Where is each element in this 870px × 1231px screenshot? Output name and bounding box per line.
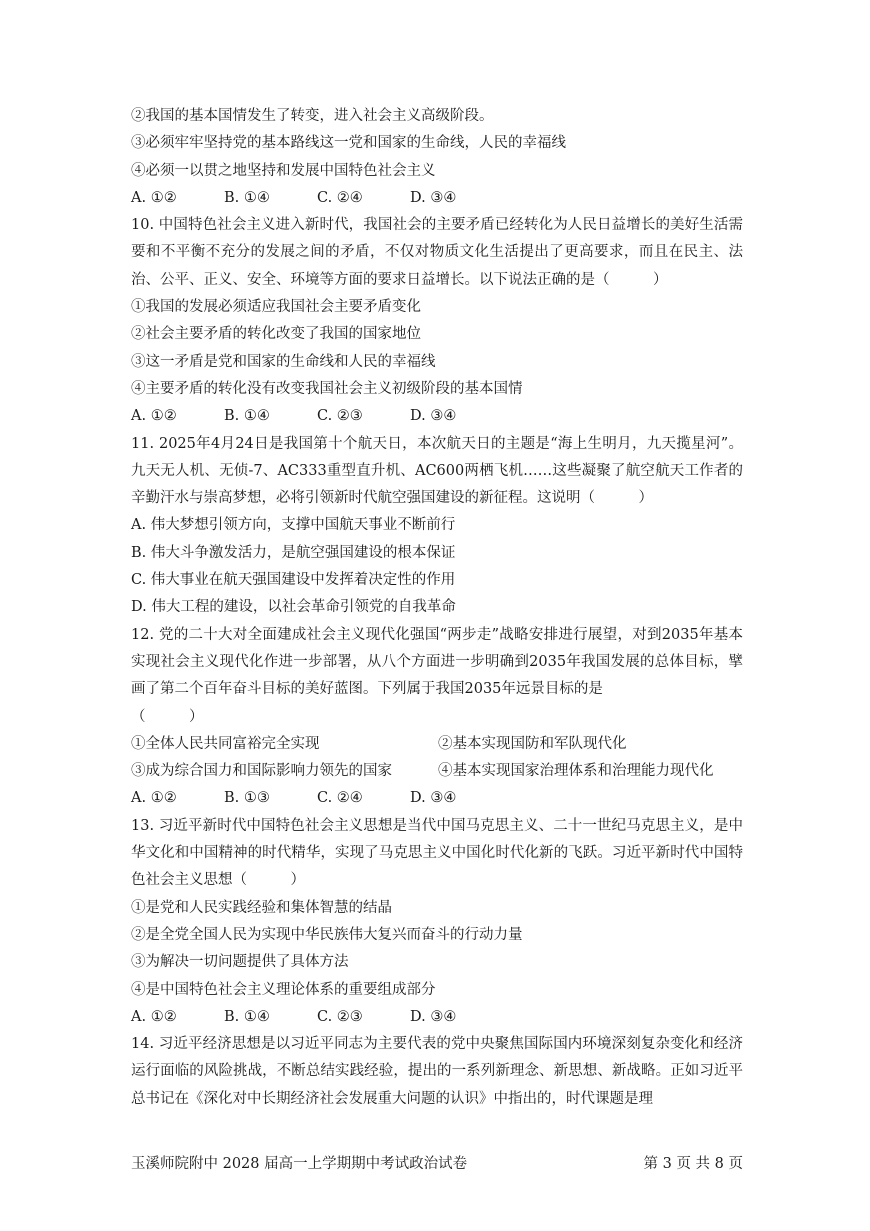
q10-choice-c: C. ②③ [317, 408, 363, 425]
q13-option-1: ①是党和人民实践经验和集体智慧的结晶 [131, 899, 392, 916]
q10-choices [131, 403, 743, 430]
q10-choice-a: A. ①② [131, 408, 177, 425]
q11-choice-b: B. 伟大斗争激发活力，是航空强国建设的根本保证 [131, 544, 456, 561]
q12-answer-paren: （ ） [131, 708, 204, 725]
q12-option-1: ①全体人民共同富裕完全实现 [131, 735, 320, 752]
q9-choice-c: C. ②④ [317, 189, 363, 206]
q13-choice-d: D. ③④ [410, 1008, 457, 1025]
q12-option-4: ④基本实现国家治理体系和治理能力现代化 [438, 763, 714, 780]
q10-option-3: ③这一矛盾是党和国家的生命线和人民的幸福线 [131, 353, 436, 370]
q11-choice-a: A. 伟大梦想引领方向，支撑中国航天事业不断前行 [131, 517, 456, 534]
q13-choice-b: B. ①④ [224, 1008, 270, 1025]
q13-choices [131, 1004, 743, 1031]
q9-choice-d: D. ③④ [410, 189, 457, 206]
q10-option-2: ②社会主要矛盾的转化改变了我国的国家地位 [131, 326, 421, 343]
page-footer [131, 1152, 743, 1173]
q10-choice-b: B. ①④ [224, 408, 270, 425]
q11-stem: 11. 2025年4月24日是我国第十个航天日，本次航天日的主题是“海上生明月，九天揽星河”。九天无人机、无侦-7、AC333重型直升机、AC600两栖飞机……这些凝聚了航空航天工作者的辛勤汗水与崇高梦想，必将引领新时代航空强国建设的新征程。这说明（ ） [131, 435, 743, 507]
q13-option-4: ④是中国特色社会主义理论体系的重要组成部分 [131, 981, 436, 998]
q12-stem: 12. 党的二十大对全面建成社会主义现代化强国“两步走”战略安排进行展望，对到2035年基本实现社会主义现代化作进一步部署，从八个方面进一步明确到2035年我国发展的总体目标，擘画了第二个百年奋斗目标的美好蓝图。下列属于我国2035年远景目标的是 [131, 626, 743, 698]
q10-stem: 10. 中国特色社会主义进入新时代，我国社会的主要矛盾已经转化为人民日益增长的美好生活需要和不平衡不充分的发展之间的矛盾，不仅对物质文化生活提出了更高要求，而且在民主、法治、公平、正义、安全、环境等方面的要求日益增长。以下说法正确的是（ ） [131, 217, 743, 288]
q10-option-4: ④主要矛盾的转化没有改变我国社会主义初级阶段的基本国情 [131, 380, 523, 397]
q11-choice-c: C. 伟大事业在航天强国建设中发挥着决定性的作用 [131, 572, 456, 589]
q9-choice-a: A. ①② [131, 189, 177, 206]
footer-page-number: 第 3 页 共 8 页 [643, 1156, 743, 1172]
q9-choice-b: B. ①④ [224, 189, 270, 206]
q13-option-2: ②是全党全国人民为实现中华民族伟大复兴而奋斗的行动力量 [131, 926, 523, 943]
q12-choices [131, 785, 743, 812]
q12-choice-d: D. ③④ [410, 790, 457, 807]
q9-option-2: ②我国的基本国情发生了转变，进入社会主义高级阶段。 [131, 108, 494, 124]
q13-choice-a: A. ①② [131, 1008, 177, 1025]
q9-choices [131, 185, 743, 212]
q12-choice-c: C. ②④ [317, 790, 363, 807]
q11-choice-d: D. 伟大工程的建设，以社会革命引领党的自我革命 [131, 599, 456, 616]
q12-options-row-1 [131, 731, 743, 758]
footer-exam-title: 玉溪师院附中 2028 届高一上学期期中考试政治试卷 [131, 1156, 468, 1172]
q10-option-1: ①我国的发展必须适应我国社会主要矛盾变化 [131, 299, 421, 316]
q13-option-3: ③为解决一切问题提供了具体方法 [131, 954, 349, 971]
q12-option-3: ③成为综合国力和国际影响力领先的国家 [131, 763, 392, 780]
q12-option-2: ②基本实现国防和军队现代化 [438, 735, 627, 752]
q10-choice-d: D. ③④ [410, 408, 457, 425]
q12-options-row-2 [131, 758, 743, 785]
q12-choice-a: A. ①② [131, 790, 177, 807]
q14-stem: 14. 习近平经济思想是以习近平同志为主要代表的党中央聚焦国际国内环境深刻复杂变化和经济运行面临的风险挑战，不断总结实践经验，提出的一系列新理念、新思想、新战略。正如习近平总书记在《深化对中长期经济社会发展重大问题的认识》中指出的，时代课题是理 [131, 1036, 743, 1107]
q12-choice-b: B. ①③ [224, 790, 270, 807]
q9-option-3: ③必须牢牢坚持党的基本路线这一党和国家的生命线，人民的幸福线 [131, 135, 566, 152]
q13-stem: 13. 习近平新时代中国特色社会主义思想是当代中国马克思主义、二十一世纪马克思主义，是中华文化和中国精神的时代精华，实现了马克思主义中国化时代化新的飞跃。习近平新时代中国特色社会主义思想（ ） [131, 817, 743, 889]
q9-option-4: ④必须一以贯之地坚持和发展中国特色社会主义 [131, 162, 436, 179]
q13-choice-c: C. ②③ [317, 1008, 363, 1025]
exam-body [131, 103, 743, 1113]
